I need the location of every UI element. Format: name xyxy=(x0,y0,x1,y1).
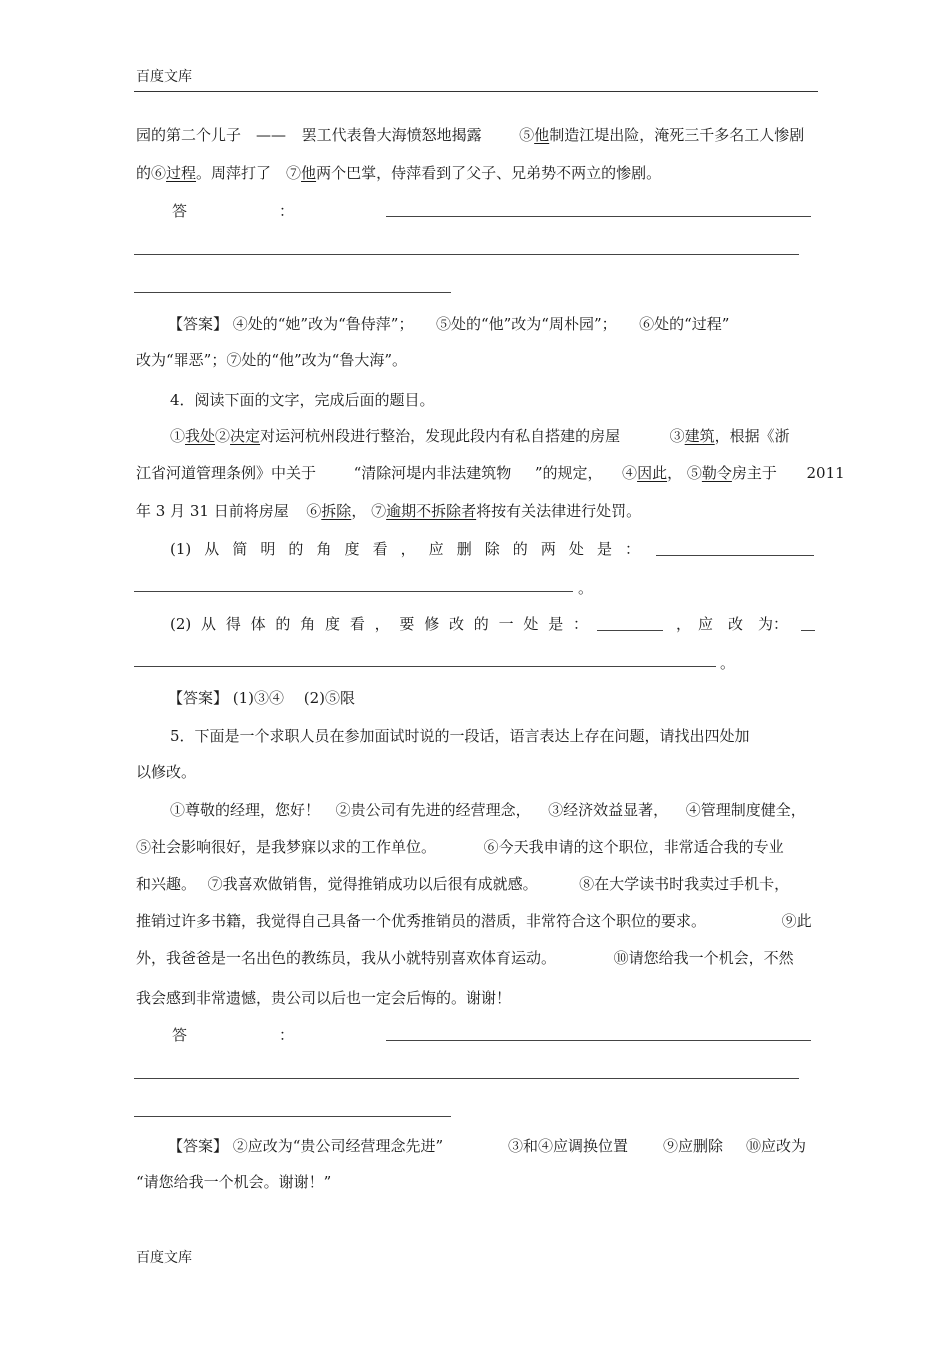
q4-passage-line-1 xyxy=(170,426,790,446)
q3-answer-blank-3[interactable] xyxy=(134,292,451,293)
q4-underlined: 因此 xyxy=(637,464,668,482)
q4-s1-glyph: ： xyxy=(624,540,640,558)
q4-s2-blank-2[interactable] xyxy=(801,630,815,631)
q4-underlined: 决定 xyxy=(230,427,261,445)
q5-answer-key-1d: ⑩应改为 xyxy=(746,1137,807,1155)
q5-text: 推销过许多书籍，我觉得自己具备一个优秀推销员的潜质，非常符合这个职位的要求。 xyxy=(136,912,707,930)
q4-s1-glyph: 处 xyxy=(568,540,584,558)
q3-text: 园的第二个儿子 —— xyxy=(136,126,287,144)
header-rule xyxy=(134,91,818,92)
q5-text: 外，我爸爸是一名出色的教练员，我从小就特别喜欢体育运动。 xyxy=(136,949,557,967)
q4-s2-glyph: 度 xyxy=(325,615,341,633)
q4-s1-glyph: (1) xyxy=(170,540,192,558)
q4-title: 4．阅读下面的文字，完成后面的题目。 xyxy=(170,391,435,409)
q4-underlined: 勒令 xyxy=(701,464,732,482)
q4-text: ”的规定， xyxy=(534,464,603,482)
q5-text: ①尊敬的经理，您好！ xyxy=(170,801,321,819)
q4-s2-glyph: 改 xyxy=(449,615,465,633)
q4-s2-glyph: 的 xyxy=(275,615,291,633)
q4-s2-glyph: 看 xyxy=(349,615,365,633)
q4-text: 江省河道管理条例》中关于 xyxy=(136,464,317,482)
q4-marker: ⑥ xyxy=(306,502,322,520)
q5-passage-line-1 xyxy=(170,800,806,820)
q5-answer-key-1b: ③和④应调换位置 xyxy=(508,1137,629,1155)
q4-s2-glyph: 的 xyxy=(473,615,489,633)
q5-text: ⑦我喜欢做销售，觉得推销成功以后很有成就感。 xyxy=(207,875,538,893)
q4-marker: ① xyxy=(170,427,186,445)
q4-subquestion-1 xyxy=(170,539,640,559)
q5-passage-line-2 xyxy=(136,837,784,857)
q3-underlined: 过程 xyxy=(166,164,197,182)
q4-s1-glyph: 度 xyxy=(344,540,360,558)
q5-answer-blank-2[interactable] xyxy=(134,1078,799,1079)
page-footer: 百度文库 xyxy=(136,1250,192,1266)
q4-s1-blank-1[interactable] xyxy=(656,555,814,556)
q3-answer-label: 答 xyxy=(172,202,188,220)
q4-s1-glyph: 看 xyxy=(372,540,388,558)
q4-text: ， xyxy=(351,502,367,520)
q4-s2-glyph: 角 xyxy=(300,615,316,633)
q4-marker: ③ xyxy=(669,427,685,445)
q5-title-2: 以修改。 xyxy=(136,763,197,781)
q5-passage-line-4 xyxy=(136,911,812,931)
q4-s2-glyph: 一 xyxy=(498,615,514,633)
q4-text: 对运河杭州段进行整治，发现此段内有私自搭建的房屋 xyxy=(260,427,621,445)
q3-answer-blank-1[interactable] xyxy=(386,216,811,217)
q5-text: ⑩请您给我一个机会，不然 xyxy=(613,949,794,967)
q4-text: 房主于 xyxy=(731,464,777,482)
q3-answer-key-2: 改为“罪恶”；⑦处的“他”改为“鲁大海”。 xyxy=(136,351,408,369)
q5-text: ⑧在大学读书时我卖过手机卡， xyxy=(579,875,790,893)
q5-answer-key-1a: 【答案】 ②应改为“贵公司经营理念先进” xyxy=(168,1137,444,1155)
q4-s1-glyph: 是 xyxy=(596,540,612,558)
q5-answer-colon: ： xyxy=(279,1026,295,1044)
q4-s2-glyph: (2) xyxy=(170,615,192,633)
q4-s1-glyph: 应 xyxy=(428,540,444,558)
q4-s2-glyph: ， xyxy=(374,615,390,633)
q3-underlined: 他 xyxy=(301,164,317,182)
q5-text: ⑨此 xyxy=(781,912,812,930)
q5-answer-blank-3[interactable] xyxy=(134,1116,451,1117)
q5-answer-key-2: “请您给我一个机会。谢谢！” xyxy=(136,1173,332,1191)
q4-s2-glyph: 是 xyxy=(548,615,564,633)
q3-answer-key-1: 【答案】 ④处的“她”改为“鲁侍萍”； ⑤处的“他”改为“周朴园”； ⑥处的“过程” xyxy=(168,315,730,333)
q3-underlined: 他 xyxy=(534,126,550,144)
q5-passage-line-3 xyxy=(136,874,789,894)
q4-s1-glyph: 两 xyxy=(540,540,556,558)
q4-s2-comma: ， xyxy=(676,615,692,633)
q3-line-1 xyxy=(136,125,804,145)
q4-s2-glyph: 处 xyxy=(523,615,539,633)
q5-answer-label: 答 xyxy=(172,1026,188,1044)
q4-s1-glyph: 删 xyxy=(456,540,472,558)
q4-marker: ⑦ xyxy=(371,502,387,520)
q5-text: ④管理制度健全， xyxy=(685,801,806,819)
q3-text: 。周萍打了 ⑦ xyxy=(196,164,302,182)
q5-answer-blank-1[interactable] xyxy=(386,1040,811,1041)
q4-s1-blank-2[interactable] xyxy=(134,591,573,592)
q4-text: 年 3 月 31 日前将房屋 xyxy=(136,502,289,520)
q4-s1-glyph: 简 xyxy=(232,540,248,558)
q4-s2-label: 应 改 为： xyxy=(698,615,789,633)
q4-subquestion-2 xyxy=(170,614,588,634)
q4-text: ，根据《浙 xyxy=(714,427,790,445)
q4-passage-line-3 xyxy=(136,501,641,521)
q4-s1-glyph: 的 xyxy=(288,540,304,558)
q4-marker: ④ xyxy=(622,464,638,482)
q3-line-2 xyxy=(136,163,661,183)
q3-marker: ⑤ xyxy=(519,126,535,144)
q4-s2-end: 。 xyxy=(720,654,736,672)
q4-s1-end: 。 xyxy=(578,579,594,597)
q4-s1-glyph: 除 xyxy=(484,540,500,558)
q4-underlined: 拆除 xyxy=(321,502,352,520)
q4-text: 将按有关法律进行处罚。 xyxy=(476,502,642,520)
q3-text: 的⑥ xyxy=(136,164,167,182)
q4-s2-glyph: ： xyxy=(572,615,588,633)
q4-s2-glyph: 体 xyxy=(250,615,266,633)
q3-text: 两个巴掌，侍萍看到了父子、兄弟势不两立的惨剧。 xyxy=(316,164,662,182)
q4-s2-glyph: 修 xyxy=(424,615,440,633)
q4-marker: ⑤ xyxy=(686,464,702,482)
q4-s1-glyph: 的 xyxy=(512,540,528,558)
q4-underlined: 逾期不拆除者 xyxy=(386,502,477,520)
q4-s2-glyph: 得 xyxy=(225,615,241,633)
q5-text: ②贵公司有先进的经营理念， xyxy=(335,801,531,819)
q3-text: 罢工代表鲁大海愤怒地揭露 xyxy=(301,126,482,144)
q5-passage-line-5 xyxy=(136,948,794,968)
q4-s2-blank-3[interactable] xyxy=(134,666,716,667)
q5-text: ⑤社会影响很好，是我梦寐以求的工作单位。 xyxy=(136,838,437,856)
q5-answer-key-1c: ⑨应删除 xyxy=(663,1137,724,1155)
q4-s1-glyph: 明 xyxy=(260,540,276,558)
q4-s1-glyph: ， xyxy=(400,540,416,558)
q4-marker: ② xyxy=(215,427,231,445)
q4-underlined: 建筑 xyxy=(684,427,715,445)
q4-underlined: 我处 xyxy=(185,427,216,445)
q4-answer-key: 【答案】 (1)③④ (2)⑤限 xyxy=(168,689,356,707)
q5-passage-line-6: 我会感到非常遗憾，贵公司以后也一定会后悔的。谢谢！ xyxy=(136,989,512,1007)
q4-s2-glyph: 要 xyxy=(399,615,415,633)
q5-title-1: 5．下面是一个求职人员在参加面试时说的一段话，语言表达上存在问题，请找出四处加 xyxy=(170,727,750,745)
q5-text: ⑥今天我申请的这个职位，非常适合我的专业 xyxy=(483,838,784,856)
page-header: 百度文库 xyxy=(136,69,192,85)
q4-text: ， xyxy=(667,464,683,482)
q4-s2-blank-1[interactable] xyxy=(597,630,663,631)
q5-text: ③经济效益显著， xyxy=(548,801,669,819)
q3-answer-blank-2[interactable] xyxy=(134,254,799,255)
q4-s1-glyph: 角 xyxy=(316,540,332,558)
q4-s1-glyph: 从 xyxy=(204,540,220,558)
q4-text: “清除河堤内非法建筑物 xyxy=(353,464,512,482)
q5-text: 和兴趣。 xyxy=(136,875,197,893)
q3-answer-colon: ： xyxy=(279,202,295,220)
q3-text: 制造江堤出险，淹死三千多名工人惨剧 xyxy=(549,126,805,144)
q4-text: 2011 xyxy=(806,464,845,482)
q4-passage-line-2 xyxy=(136,463,845,483)
q4-s2-glyph: 从 xyxy=(201,615,217,633)
